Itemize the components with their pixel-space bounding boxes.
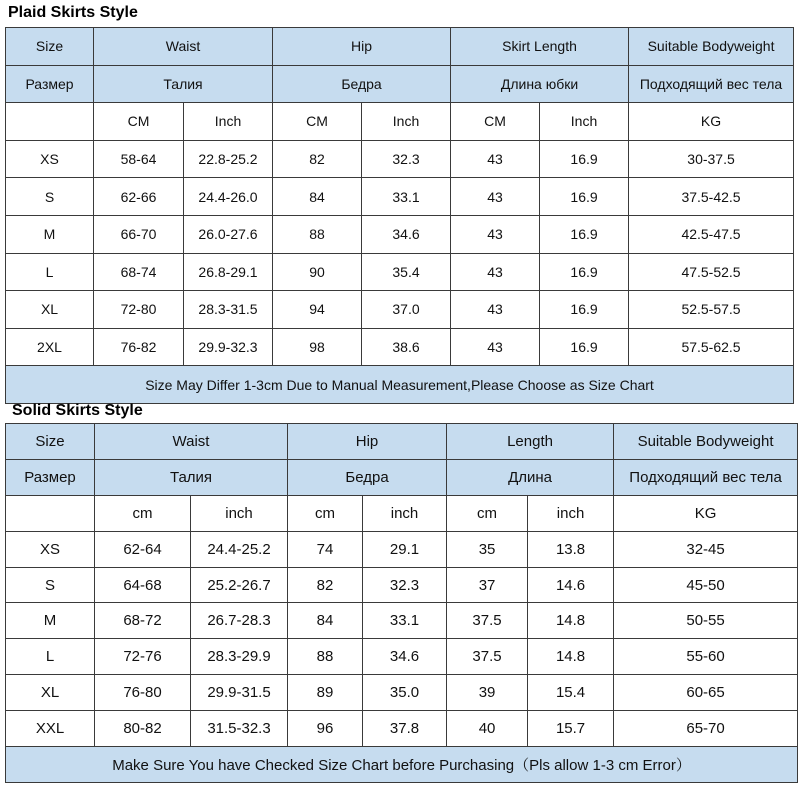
table-cell: 32-45 bbox=[614, 531, 798, 567]
table-row bbox=[6, 711, 798, 747]
size-label: M bbox=[6, 603, 95, 639]
table-cell: 38.6 bbox=[362, 328, 451, 366]
table-cell: 26.7-28.3 bbox=[191, 603, 288, 639]
measurement-note: Size May Differ 1-3cm Due to Manual Measurement,Please Choose as Size Chart bbox=[6, 366, 794, 404]
table-cell: 76-82 bbox=[94, 328, 184, 366]
table-row bbox=[6, 140, 794, 178]
col-hip: Hip bbox=[288, 424, 447, 460]
units-row bbox=[6, 495, 798, 531]
table-cell: 47.5-52.5 bbox=[629, 253, 794, 291]
table-cell: 66-70 bbox=[94, 215, 184, 253]
table-cell: 35.4 bbox=[362, 253, 451, 291]
table-cell: 72-76 bbox=[95, 639, 191, 675]
col-waist: Waist bbox=[94, 28, 273, 66]
table-cell: 94 bbox=[273, 291, 362, 329]
col-size: Size bbox=[6, 424, 95, 460]
table-cell: 80-82 bbox=[95, 711, 191, 747]
table-cell: 37.5 bbox=[447, 603, 528, 639]
header-row-ru bbox=[6, 65, 794, 103]
table-cell: 16.9 bbox=[540, 328, 629, 366]
table-cell: 30-37.5 bbox=[629, 140, 794, 178]
col-hip-ru: Бедра bbox=[288, 459, 447, 495]
unit-cell: inch bbox=[528, 495, 614, 531]
table-cell: 32.3 bbox=[362, 140, 451, 178]
table-cell: 82 bbox=[288, 567, 363, 603]
unit-cell: inch bbox=[191, 495, 288, 531]
table-row bbox=[6, 291, 794, 329]
unit-cell: cm bbox=[447, 495, 528, 531]
table-cell: 60-65 bbox=[614, 675, 798, 711]
table-cell: 74 bbox=[288, 531, 363, 567]
table-cell: 15.7 bbox=[528, 711, 614, 747]
table-cell: 25.2-26.7 bbox=[191, 567, 288, 603]
unit-cell: CM bbox=[94, 103, 184, 141]
table-cell: 29.9-32.3 bbox=[184, 328, 273, 366]
col-size-ru: Размер bbox=[6, 65, 94, 103]
table-cell: 68-72 bbox=[95, 603, 191, 639]
col-skirt-length-ru: Длина юбки bbox=[451, 65, 629, 103]
unit-cell: KG bbox=[629, 103, 794, 141]
table-cell: 72-80 bbox=[94, 291, 184, 329]
unit-cell: cm bbox=[95, 495, 191, 531]
table-row bbox=[6, 178, 794, 216]
table-cell: 22.8-25.2 bbox=[184, 140, 273, 178]
size-label: XL bbox=[6, 291, 94, 329]
plaid-title: Plaid Skirts Style bbox=[8, 4, 138, 21]
table-cell: 43 bbox=[451, 253, 540, 291]
table-cell: 37.5 bbox=[447, 639, 528, 675]
size-label: L bbox=[6, 253, 94, 291]
table-cell: 82 bbox=[273, 140, 362, 178]
table-cell: 29.1 bbox=[363, 531, 447, 567]
table-cell: 68-74 bbox=[94, 253, 184, 291]
size-label: L bbox=[6, 639, 95, 675]
header-row-ru bbox=[6, 459, 798, 495]
table-cell: 26.0-27.6 bbox=[184, 215, 273, 253]
unit-cell: Inch bbox=[540, 103, 629, 141]
table-cell: 88 bbox=[273, 215, 362, 253]
units-row bbox=[6, 103, 794, 141]
table-cell: 96 bbox=[288, 711, 363, 747]
table-cell: 62-64 bbox=[95, 531, 191, 567]
table-cell: 89 bbox=[288, 675, 363, 711]
table-cell: 26.8-29.1 bbox=[184, 253, 273, 291]
table-cell: 84 bbox=[273, 178, 362, 216]
col-waist: Waist bbox=[95, 424, 288, 460]
size-label: 2XL bbox=[6, 328, 94, 366]
size-label: S bbox=[6, 567, 95, 603]
header-row-en bbox=[6, 424, 798, 460]
table-cell: 29.9-31.5 bbox=[191, 675, 288, 711]
note-row bbox=[6, 747, 798, 783]
table-row bbox=[6, 675, 798, 711]
table-cell: 28.3-29.9 bbox=[191, 639, 288, 675]
table-cell: 16.9 bbox=[540, 178, 629, 216]
size-label: XL bbox=[6, 675, 95, 711]
plaid-rows bbox=[6, 140, 794, 366]
col-waist-ru: Талия bbox=[94, 65, 273, 103]
table-cell: 84 bbox=[288, 603, 363, 639]
table-cell: 55-60 bbox=[614, 639, 798, 675]
table-cell: 13.8 bbox=[528, 531, 614, 567]
size-label: M bbox=[6, 215, 94, 253]
table-cell: 35.0 bbox=[363, 675, 447, 711]
col-hip: Hip bbox=[273, 28, 451, 66]
table-cell: 64-68 bbox=[95, 567, 191, 603]
col-size-ru: Размер bbox=[6, 459, 95, 495]
table-cell: 58-64 bbox=[94, 140, 184, 178]
table-cell: 16.9 bbox=[540, 291, 629, 329]
table-cell: 52.5-57.5 bbox=[629, 291, 794, 329]
table-cell: 43 bbox=[451, 140, 540, 178]
table-cell: 35 bbox=[447, 531, 528, 567]
empty-cell bbox=[6, 103, 94, 141]
table-cell: 37.5-42.5 bbox=[629, 178, 794, 216]
table-cell: 40 bbox=[447, 711, 528, 747]
header-row-en bbox=[6, 28, 794, 66]
table-cell: 37 bbox=[447, 567, 528, 603]
size-label: XXL bbox=[6, 711, 95, 747]
table-cell: 50-55 bbox=[614, 603, 798, 639]
table-cell: 45-50 bbox=[614, 567, 798, 603]
unit-cell: Inch bbox=[362, 103, 451, 141]
table-row bbox=[6, 639, 798, 675]
table-cell: 37.0 bbox=[362, 291, 451, 329]
purchase-note: Make Sure You have Checked Size Chart before Purchasing（Pls allow 1-3 cm Error） bbox=[6, 747, 798, 783]
table-cell: 65-70 bbox=[614, 711, 798, 747]
table-cell: 57.5-62.5 bbox=[629, 328, 794, 366]
col-skirt-length: Skirt Length bbox=[451, 28, 629, 66]
table-cell: 43 bbox=[451, 328, 540, 366]
table-cell: 24.4-25.2 bbox=[191, 531, 288, 567]
col-bodyweight-ru: Подходящий вес тела bbox=[614, 459, 798, 495]
col-length-ru: Длина bbox=[447, 459, 614, 495]
solid-rows bbox=[6, 531, 798, 746]
table-cell: 88 bbox=[288, 639, 363, 675]
table-cell: 43 bbox=[451, 178, 540, 216]
table-cell: 90 bbox=[273, 253, 362, 291]
col-length: Length bbox=[447, 424, 614, 460]
unit-cell: CM bbox=[273, 103, 362, 141]
table-cell: 43 bbox=[451, 291, 540, 329]
table-cell: 14.6 bbox=[528, 567, 614, 603]
col-hip-ru: Бедра bbox=[273, 65, 451, 103]
plaid-size-table bbox=[5, 27, 794, 404]
unit-cell: KG bbox=[614, 495, 798, 531]
table-row bbox=[6, 328, 794, 366]
table-cell: 37.8 bbox=[363, 711, 447, 747]
table-cell: 14.8 bbox=[528, 603, 614, 639]
table-cell: 34.6 bbox=[362, 215, 451, 253]
unit-cell: CM bbox=[451, 103, 540, 141]
col-bodyweight-ru: Подходящий вес тела bbox=[629, 65, 794, 103]
table-cell: 16.9 bbox=[540, 140, 629, 178]
table-cell: 98 bbox=[273, 328, 362, 366]
table-cell: 28.3-31.5 bbox=[184, 291, 273, 329]
table-cell: 16.9 bbox=[540, 253, 629, 291]
table-cell: 15.4 bbox=[528, 675, 614, 711]
table-row bbox=[6, 603, 798, 639]
col-bodyweight: Suitable Bodyweight bbox=[629, 28, 794, 66]
solid-size-table bbox=[5, 423, 798, 783]
table-cell: 43 bbox=[451, 215, 540, 253]
table-cell: 33.1 bbox=[362, 178, 451, 216]
table-row bbox=[6, 567, 798, 603]
note-row bbox=[6, 366, 794, 404]
size-label: XS bbox=[6, 531, 95, 567]
col-size: Size bbox=[6, 28, 94, 66]
table-row bbox=[6, 253, 794, 291]
table-row bbox=[6, 531, 798, 567]
solid-title: Solid Skirts Style bbox=[12, 402, 143, 419]
size-label: XS bbox=[6, 140, 94, 178]
table-row bbox=[6, 215, 794, 253]
empty-cell bbox=[6, 495, 95, 531]
table-cell: 24.4-26.0 bbox=[184, 178, 273, 216]
unit-cell: Inch bbox=[184, 103, 273, 141]
table-cell: 32.3 bbox=[363, 567, 447, 603]
table-cell: 39 bbox=[447, 675, 528, 711]
table-cell: 31.5-32.3 bbox=[191, 711, 288, 747]
unit-cell: cm bbox=[288, 495, 363, 531]
unit-cell: inch bbox=[363, 495, 447, 531]
col-bodyweight: Suitable Bodyweight bbox=[614, 424, 798, 460]
table-cell: 62-66 bbox=[94, 178, 184, 216]
size-label: S bbox=[6, 178, 94, 216]
table-cell: 34.6 bbox=[363, 639, 447, 675]
table-cell: 16.9 bbox=[540, 215, 629, 253]
table-cell: 14.8 bbox=[528, 639, 614, 675]
table-cell: 76-80 bbox=[95, 675, 191, 711]
table-cell: 33.1 bbox=[363, 603, 447, 639]
col-waist-ru: Талия bbox=[95, 459, 288, 495]
table-cell: 42.5-47.5 bbox=[629, 215, 794, 253]
